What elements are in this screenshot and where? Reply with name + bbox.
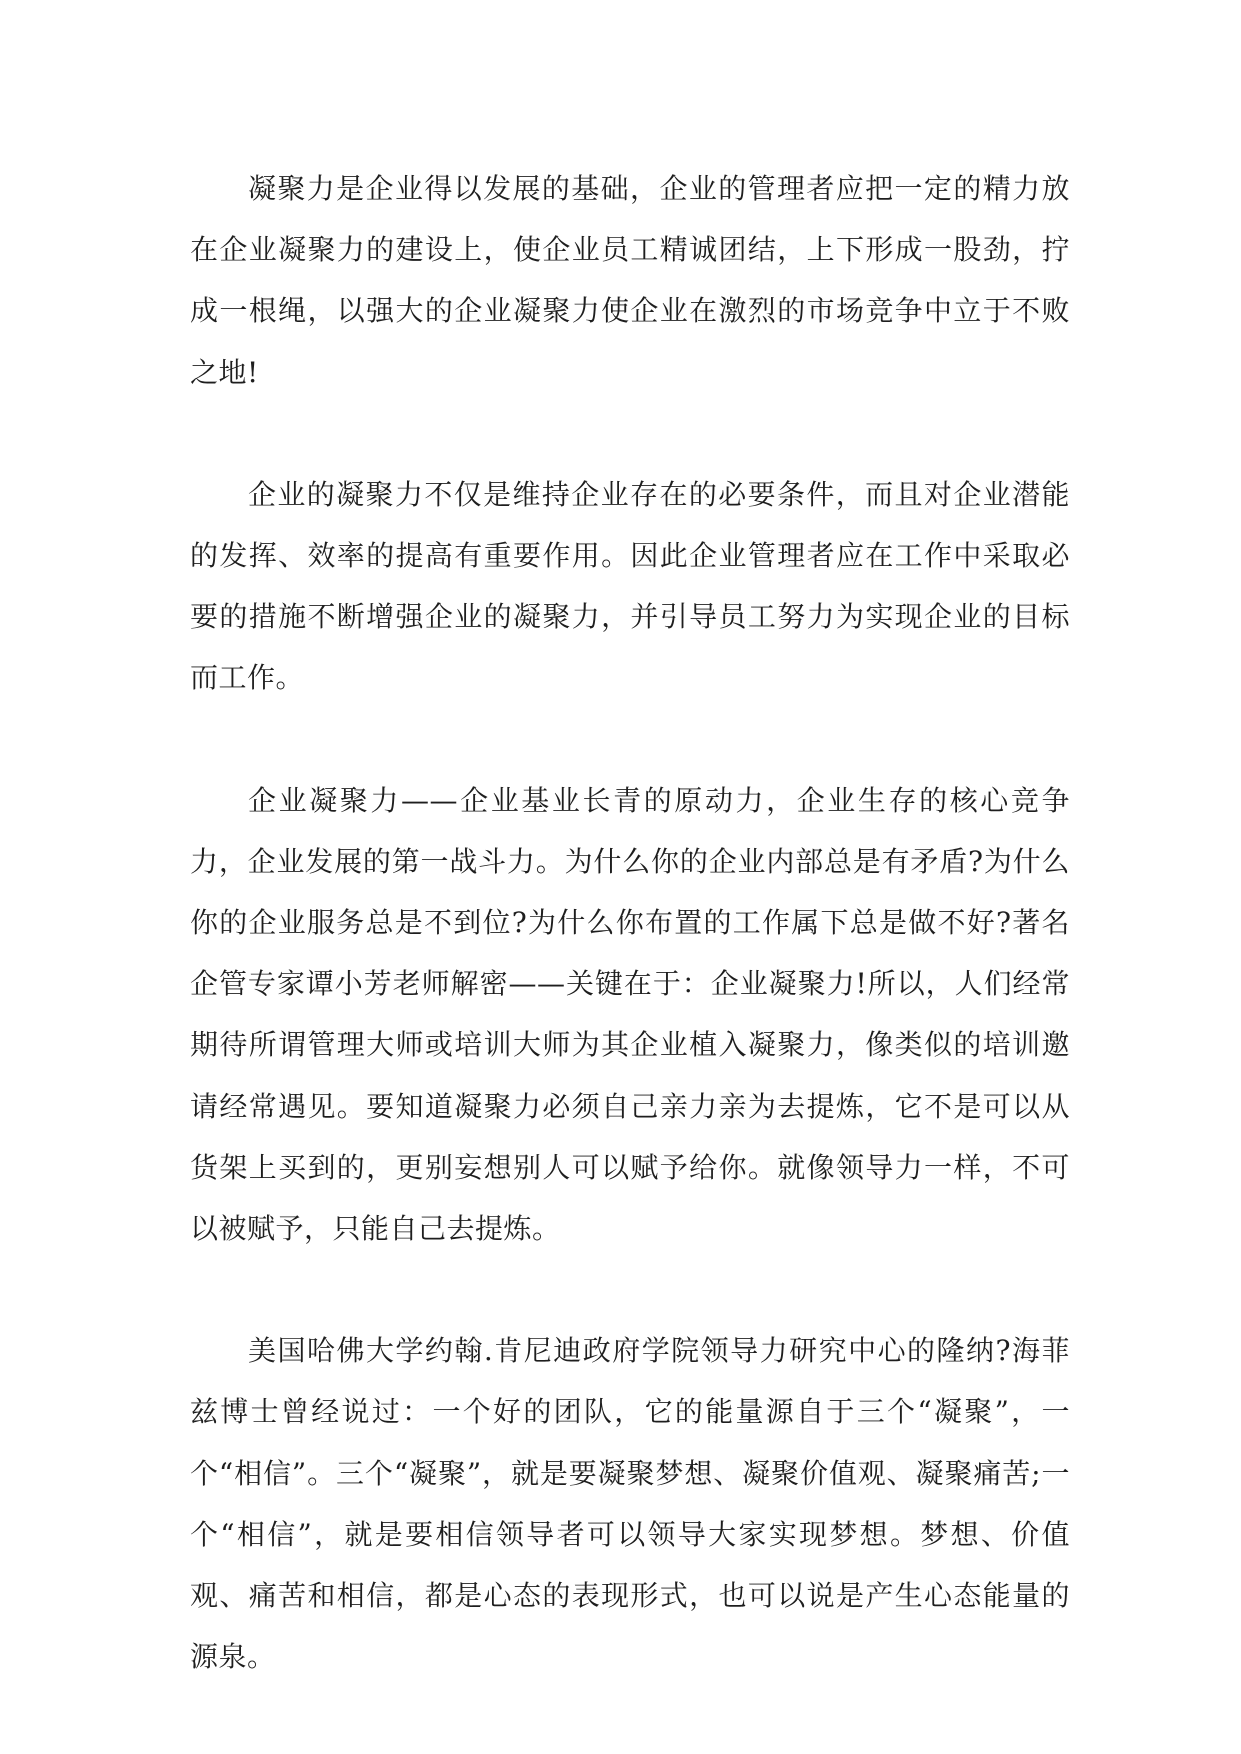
paragraph-2: 企业的凝聚力不仅是维持企业存在的必要条件，而且对企业潜能的发挥、效率的提高有重要作用。因此企业管理者应在工作中采取必要的措施不断增强企业的凝聚力，并引导员工努力为实现企业的目标而工作。 (190, 477, 1070, 695)
document-body (190, 158, 1070, 1687)
paragraph-1: 凝聚力是企业得以发展的基础，企业的管理者应把一定的精力放在企业凝聚力的建设上，使企业员工精诚团结，上下形成一股劲，拧成一根绳，以强大的企业凝聚力使企业在激烈的市场竞争中立于不败之地! (190, 172, 1070, 389)
paragraph-4: 美国哈佛大学约翰.肯尼迪政府学院领导力研究中心的隆纳?海菲兹博士曾经说过：一个好的团队，它的能量源自于三个“凝聚”，一个“相信”。三个“凝聚”，就是要凝聚梦想、凝聚价值观、凝聚痛苦;一个“相信”，就是要相信领导者可以领导大家实现梦想。梦想、价值观、痛苦和相信，都是心态的表现形式，也可以说是产生心态能量的源泉。 (190, 1334, 1070, 1674)
paragraph-3: 企业凝聚力——企业基业长青的原动力，企业生存的核心竞争力，企业发展的第一战斗力。为什么你的企业内部总是有矛盾?为什么你的企业服务总是不到位?为什么你布置的工作属下总是做不好?著名企管专家谭小芳老师解密——关键在于：企业凝聚力!所以，人们经常期待所谓管理大师或培训大师为其企业植入凝聚力，像类似的培训邀请经常遇见。要知道凝聚力必须自己亲力亲为去提炼，它不是可以从货架上买到的，更别妄想别人可以赋予给你。就像领导力一样，不可以被赋予，只能自己去提炼。 (190, 783, 1070, 1246)
